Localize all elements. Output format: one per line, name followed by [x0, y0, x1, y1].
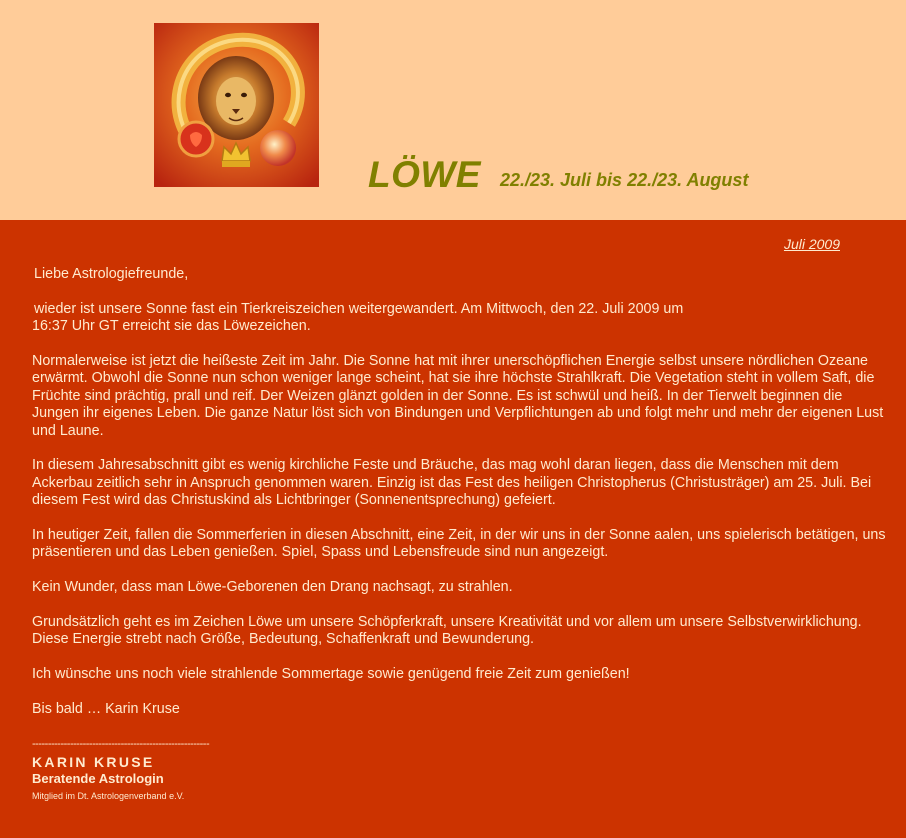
author-name: KARIN KRUSE: [32, 754, 155, 770]
paragraph-intro-line1: wieder ist unsere Sonne fast ein Tierkreiszeichen weitergewandert. Am Mittwoch, den 22. Juli 2009 um: [34, 300, 684, 317]
article-body: [32, 266, 892, 736]
paragraph-intro-line2: 16:37 Uhr GT erreicht sie das Löwezeichen.: [32, 318, 311, 335]
page-title: LÖWE: [368, 154, 481, 195]
paragraph-summer: Normalerweise ist jetzt die heißeste Zeit im Jahr. Die Sonne hat mit ihrer unerschöpflichen Energie selbst unsere nördlichen Ozeane erwärmt. Obwohl die Sonne nun schon weniger lange scheint, hat sie ihre höchste Strahlkraft. Die Vegetation steht in vollem Saft, die Früchte sind prächtig, prall und reif. Der Weizen glänzt golden in der Sonne. Es ist schwül und heiß. In der Tierwelt beginnen die Jungen ihr eigenes Leben. Die ganze Natur löst sich von Bindungen und Verpflichtungen ab und folgt mehr und mehr der eigenen Lust und Laune.: [32, 353, 884, 439]
author-membership: Mitglied im Dt. Astrologenverband e.V.: [32, 791, 185, 801]
page-header: [0, 0, 906, 220]
paragraph-wishes: Ich wünsche uns noch viele strahlende Sommertage sowie genügend freie Zeit zum genießen!: [32, 666, 630, 683]
paragraph-festivals: In diesem Jahresabschnitt gibt es wenig kirchliche Feste und Bräuche, das mag wohl daran liegen, dass die Menschen mit dem Ackerbau zeitlich sehr in Anspruch genommen waren. Einzig ist das Fest des heiligen Christopherus (Christusträger) am 25. Juli. Bei diesem Fest wird das Christuskind als Lichtbringer (Sonnenentsprechung) gefeiert.: [32, 457, 872, 509]
closing-line: Bis bald … Karin Kruse: [32, 701, 180, 718]
signature-divider: --------------------------------------------------------: [32, 738, 210, 750]
article-content: [0, 220, 906, 838]
paragraph-modern: In heutiger Zeit, fallen die Sommerferien in diesen Abschnitt, eine Zeit, in der wir uns in der Sonne aalen, uns spielerisch betätigen, uns präsentieren und das Leben genießen. Spiel, Spass und Lebensfreude sind nun angezeigt.: [32, 527, 886, 561]
author-role: Beratende Astrologin: [32, 771, 164, 786]
paragraph-radiate: Kein Wunder, dass man Löwe-Geborenen den Drang nachsagt, zu strahlen.: [32, 579, 513, 596]
greeting: Liebe Astrologiefreunde,: [34, 266, 189, 282]
date-range: 22./23. Juli bis 22./23. August: [500, 170, 749, 190]
paragraph-creativity: Grundsätzlich geht es im Zeichen Löwe um unsere Schöpferkraft, unsere Kreativität und vor allem um unsere Selbstverwirklichung. Diese Energie strebt nach Größe, Bedeutung, Schaffenkraft und Bewunderung.: [32, 614, 862, 648]
month-link[interactable]: Juli 2009: [783, 236, 840, 252]
lion-zodiac-painting-icon: [154, 23, 319, 187]
signature-block: [32, 738, 209, 801]
